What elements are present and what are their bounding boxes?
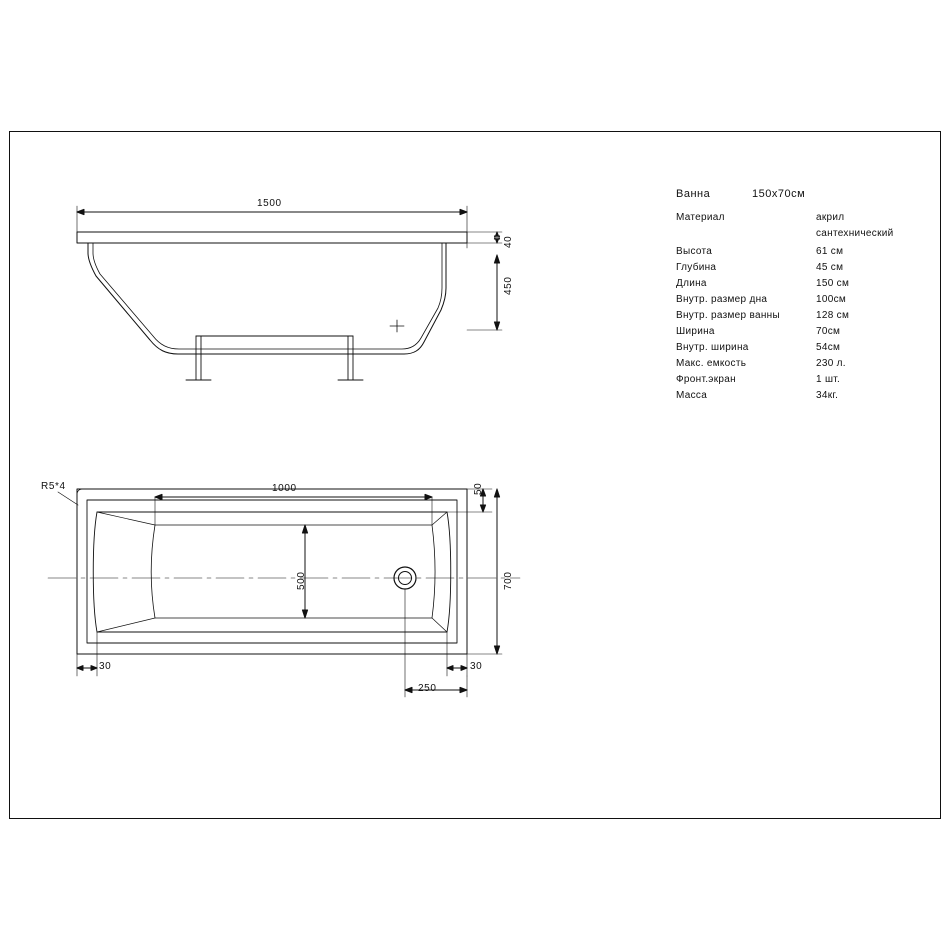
spec-label: Фронт.экран — [676, 374, 736, 385]
spec-row — [676, 308, 916, 324]
dim-label-1000: 1000 — [272, 483, 297, 494]
spec-row — [676, 356, 916, 372]
dim-label-450: 450 — [503, 276, 514, 295]
dim-label-1500: 1500 — [257, 198, 282, 209]
spec-value: 34кг. — [816, 390, 839, 401]
spec-value: 230 л. — [816, 358, 846, 369]
side-leg-right — [348, 336, 353, 380]
side-view-body — [88, 243, 446, 354]
spec-label: Высота — [676, 246, 713, 257]
radius-note-label: R5*4 — [41, 481, 66, 492]
top-view-outer — [77, 489, 467, 654]
spec-title — [676, 188, 916, 200]
dim-ext-50 — [447, 489, 492, 512]
spec-row — [676, 244, 916, 260]
spec-row — [676, 260, 916, 276]
spec-value: 1 шт. — [816, 374, 841, 385]
spec-label-material: Материал — [676, 212, 725, 223]
spec-label: Внутр. ширина — [676, 342, 749, 353]
spec-label: Масса — [676, 390, 708, 401]
spec-label: Внутр. размер ванны — [676, 310, 780, 321]
dim-label-250: 250 — [418, 683, 437, 694]
radius-leader — [58, 492, 78, 505]
spec-row — [676, 324, 916, 340]
spec-row — [676, 292, 916, 308]
top-view-bowl — [93, 512, 451, 632]
product-name: Ванна — [676, 188, 711, 200]
dim-label-40: 40 — [503, 235, 514, 248]
side-view-inner — [93, 243, 442, 349]
dim-ext-1000 — [155, 497, 432, 525]
spec-row-material — [676, 210, 916, 242]
side-view-rim — [77, 232, 467, 243]
spec-row — [676, 276, 916, 292]
spec-label: Ширина — [676, 326, 715, 337]
top-view-slope-lines — [97, 512, 447, 632]
side-detail-cross — [390, 320, 404, 332]
dim-label-30-left: 30 — [99, 661, 112, 672]
spec-label: Внутр. размер дна — [676, 294, 768, 305]
spec-row — [676, 340, 916, 356]
spec-label: Макс. емкость — [676, 358, 747, 369]
spec-value: 150 см — [816, 278, 850, 289]
top-corner-radius — [77, 489, 83, 495]
spec-value: 100см — [816, 294, 847, 305]
dim-label-50: 50 — [473, 482, 484, 495]
spec-row — [676, 372, 916, 388]
spec-value: 45 см — [816, 262, 844, 273]
specification-block — [676, 188, 916, 404]
spec-value: 70см — [816, 326, 841, 337]
spec-row — [676, 388, 916, 404]
dim-label-500: 500 — [296, 571, 307, 590]
spec-label: Длина — [676, 278, 707, 289]
product-size: 150x70см — [752, 188, 806, 200]
spec-value: 61 см — [816, 246, 844, 257]
spec-value: 54см — [816, 342, 841, 353]
top-view-bottom — [151, 525, 435, 618]
dim-label-700: 700 — [503, 571, 514, 590]
spec-value-material: акрил сантехнический — [816, 212, 894, 239]
spec-value: 128 см — [816, 310, 850, 321]
top-view-rim-inner — [87, 500, 457, 643]
dim-label-30-right: 30 — [470, 661, 483, 672]
side-leg-left — [196, 336, 201, 380]
spec-label: Глубина — [676, 262, 717, 273]
